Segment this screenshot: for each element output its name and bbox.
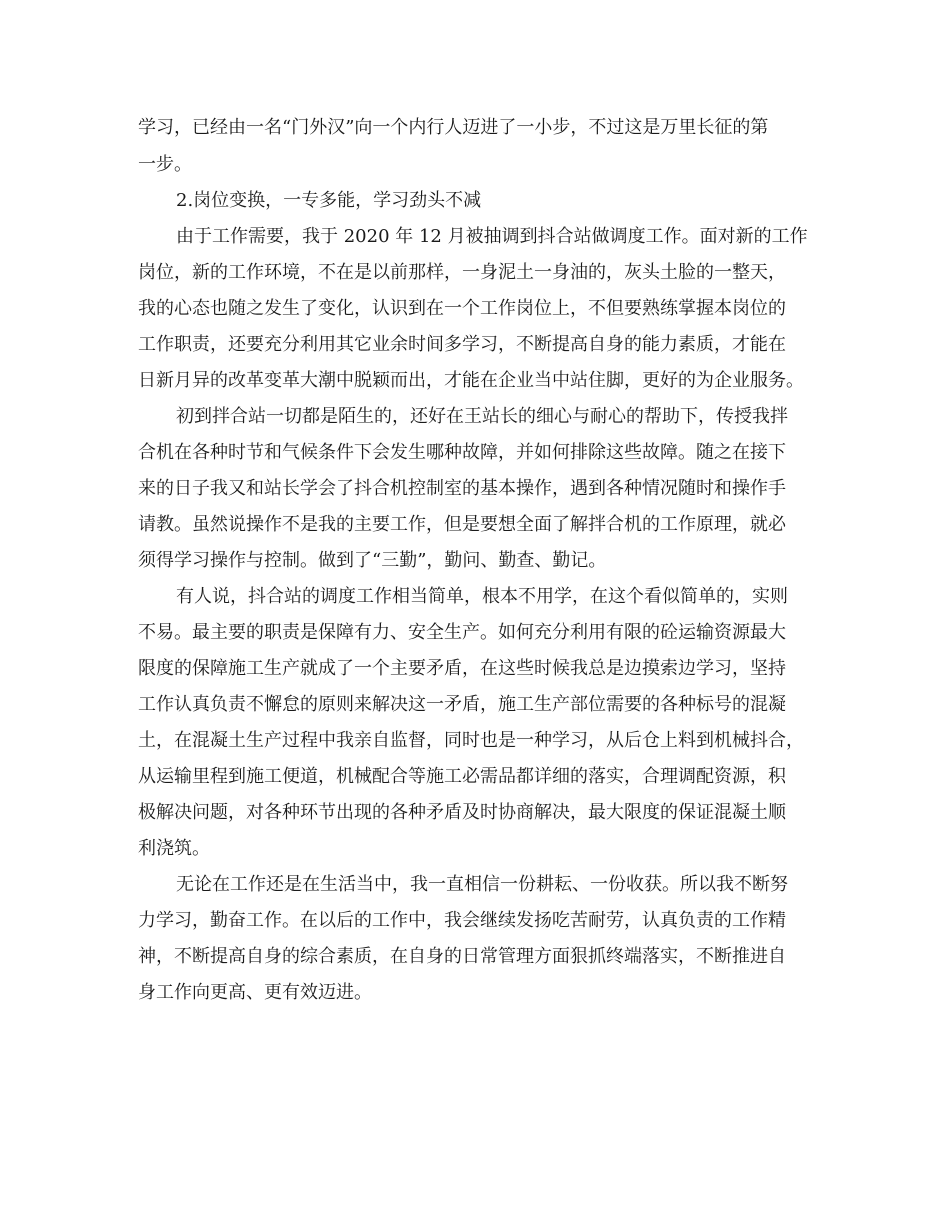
text-line: 有人说，抖合站的调度工作相当简单，根本不用学，在这个看似简单的，实则	[176, 586, 788, 607]
text-line: 工作职责，还要充分利用其它业余时间多学习，不断提高自身的能力素质，才能在	[138, 334, 786, 355]
text-line: 身工作向更高、更有效迈进。	[138, 982, 372, 1003]
text-line: 请教。虽然说操作不是我的主要工作，但是要想全面了解拌合机的工作原理，就必	[138, 514, 786, 535]
text-line: 利浇筑。	[138, 838, 210, 859]
text-line: 工作认真负责不懈怠的原则来解决这一矛盾，施工生产部位需要的各种标号的混凝	[138, 694, 786, 715]
text-line: 极解决问题，对各种环节出现的各种矛盾及时协商解决，最大限度的保证混凝土顺	[138, 802, 786, 823]
text-line: 神，不断提高自身的综合素质，在自身的日常管理方面狠抓终端落实，不断推进自	[138, 946, 786, 967]
section-heading: 2.岗位变换，一专多能，学习劲头不减	[176, 190, 482, 211]
text-line: 来的日子我又和站长学会了抖合机控制室的基本操作，遇到各种情况随时和操作手	[138, 478, 786, 499]
text-line: 日新月异的改革变革大潮中脱颖而出，才能在企业当中站住脚，更好的为企业服务。	[138, 370, 804, 391]
text-line: 学习，已经由一名“门外汉”向一个内行人迈进了一小步，不过这是万里长征的第	[138, 117, 769, 138]
text-line: 初到拌合站一切都是陌生的，还好在王站长的细心与耐心的帮助下，传授我拌	[176, 406, 788, 427]
text-line: 从运输里程到施工便道，机械配合等施工必需品都详细的落实，合理调配资源，积	[138, 766, 786, 787]
text-line: 土，在混凝土生产过程中我亲自监督，同时也是一种学习，从后仓上料到机械抖合，	[138, 730, 804, 751]
text-line: 须得学习操作与控制。做到了“三勤”，勤问、勤查、勤记。	[138, 550, 607, 571]
text-line: 限度的保障施工生产就成了一个主要矛盾，在这些时候我总是边摸索边学习，坚持	[138, 658, 786, 679]
text-line: 不易。最主要的职责是保障有力、安全生产。如何充分利用有限的砼运输资源最大	[138, 622, 786, 643]
text-line: 由于工作需要，我于 2020 年 12 月被抽调到抖合站做调度工作。面对新的工作	[176, 226, 808, 247]
text-line: 一步。	[138, 154, 192, 175]
text-line: 力学习，勤奋工作。在以后的工作中，我会继续发扬吃苦耐劳，认真负责的工作精	[138, 910, 786, 931]
text-line: 岗位，新的工作环境，不在是以前那样，一身泥土一身油的，灰头土脸的一整天，	[138, 262, 786, 283]
text-line: 我的心态也随之发生了变化，认识到在一个工作岗位上，不但要熟练掌握本岗位的	[138, 298, 786, 319]
text-line: 无论在工作还是在生活当中，我一直相信一份耕耘、一份收获。所以我不断努	[176, 874, 788, 895]
text-line: 合机在各种时节和气候条件下会发生哪种故障，并如何排除这些故障。随之在接下	[138, 442, 786, 463]
